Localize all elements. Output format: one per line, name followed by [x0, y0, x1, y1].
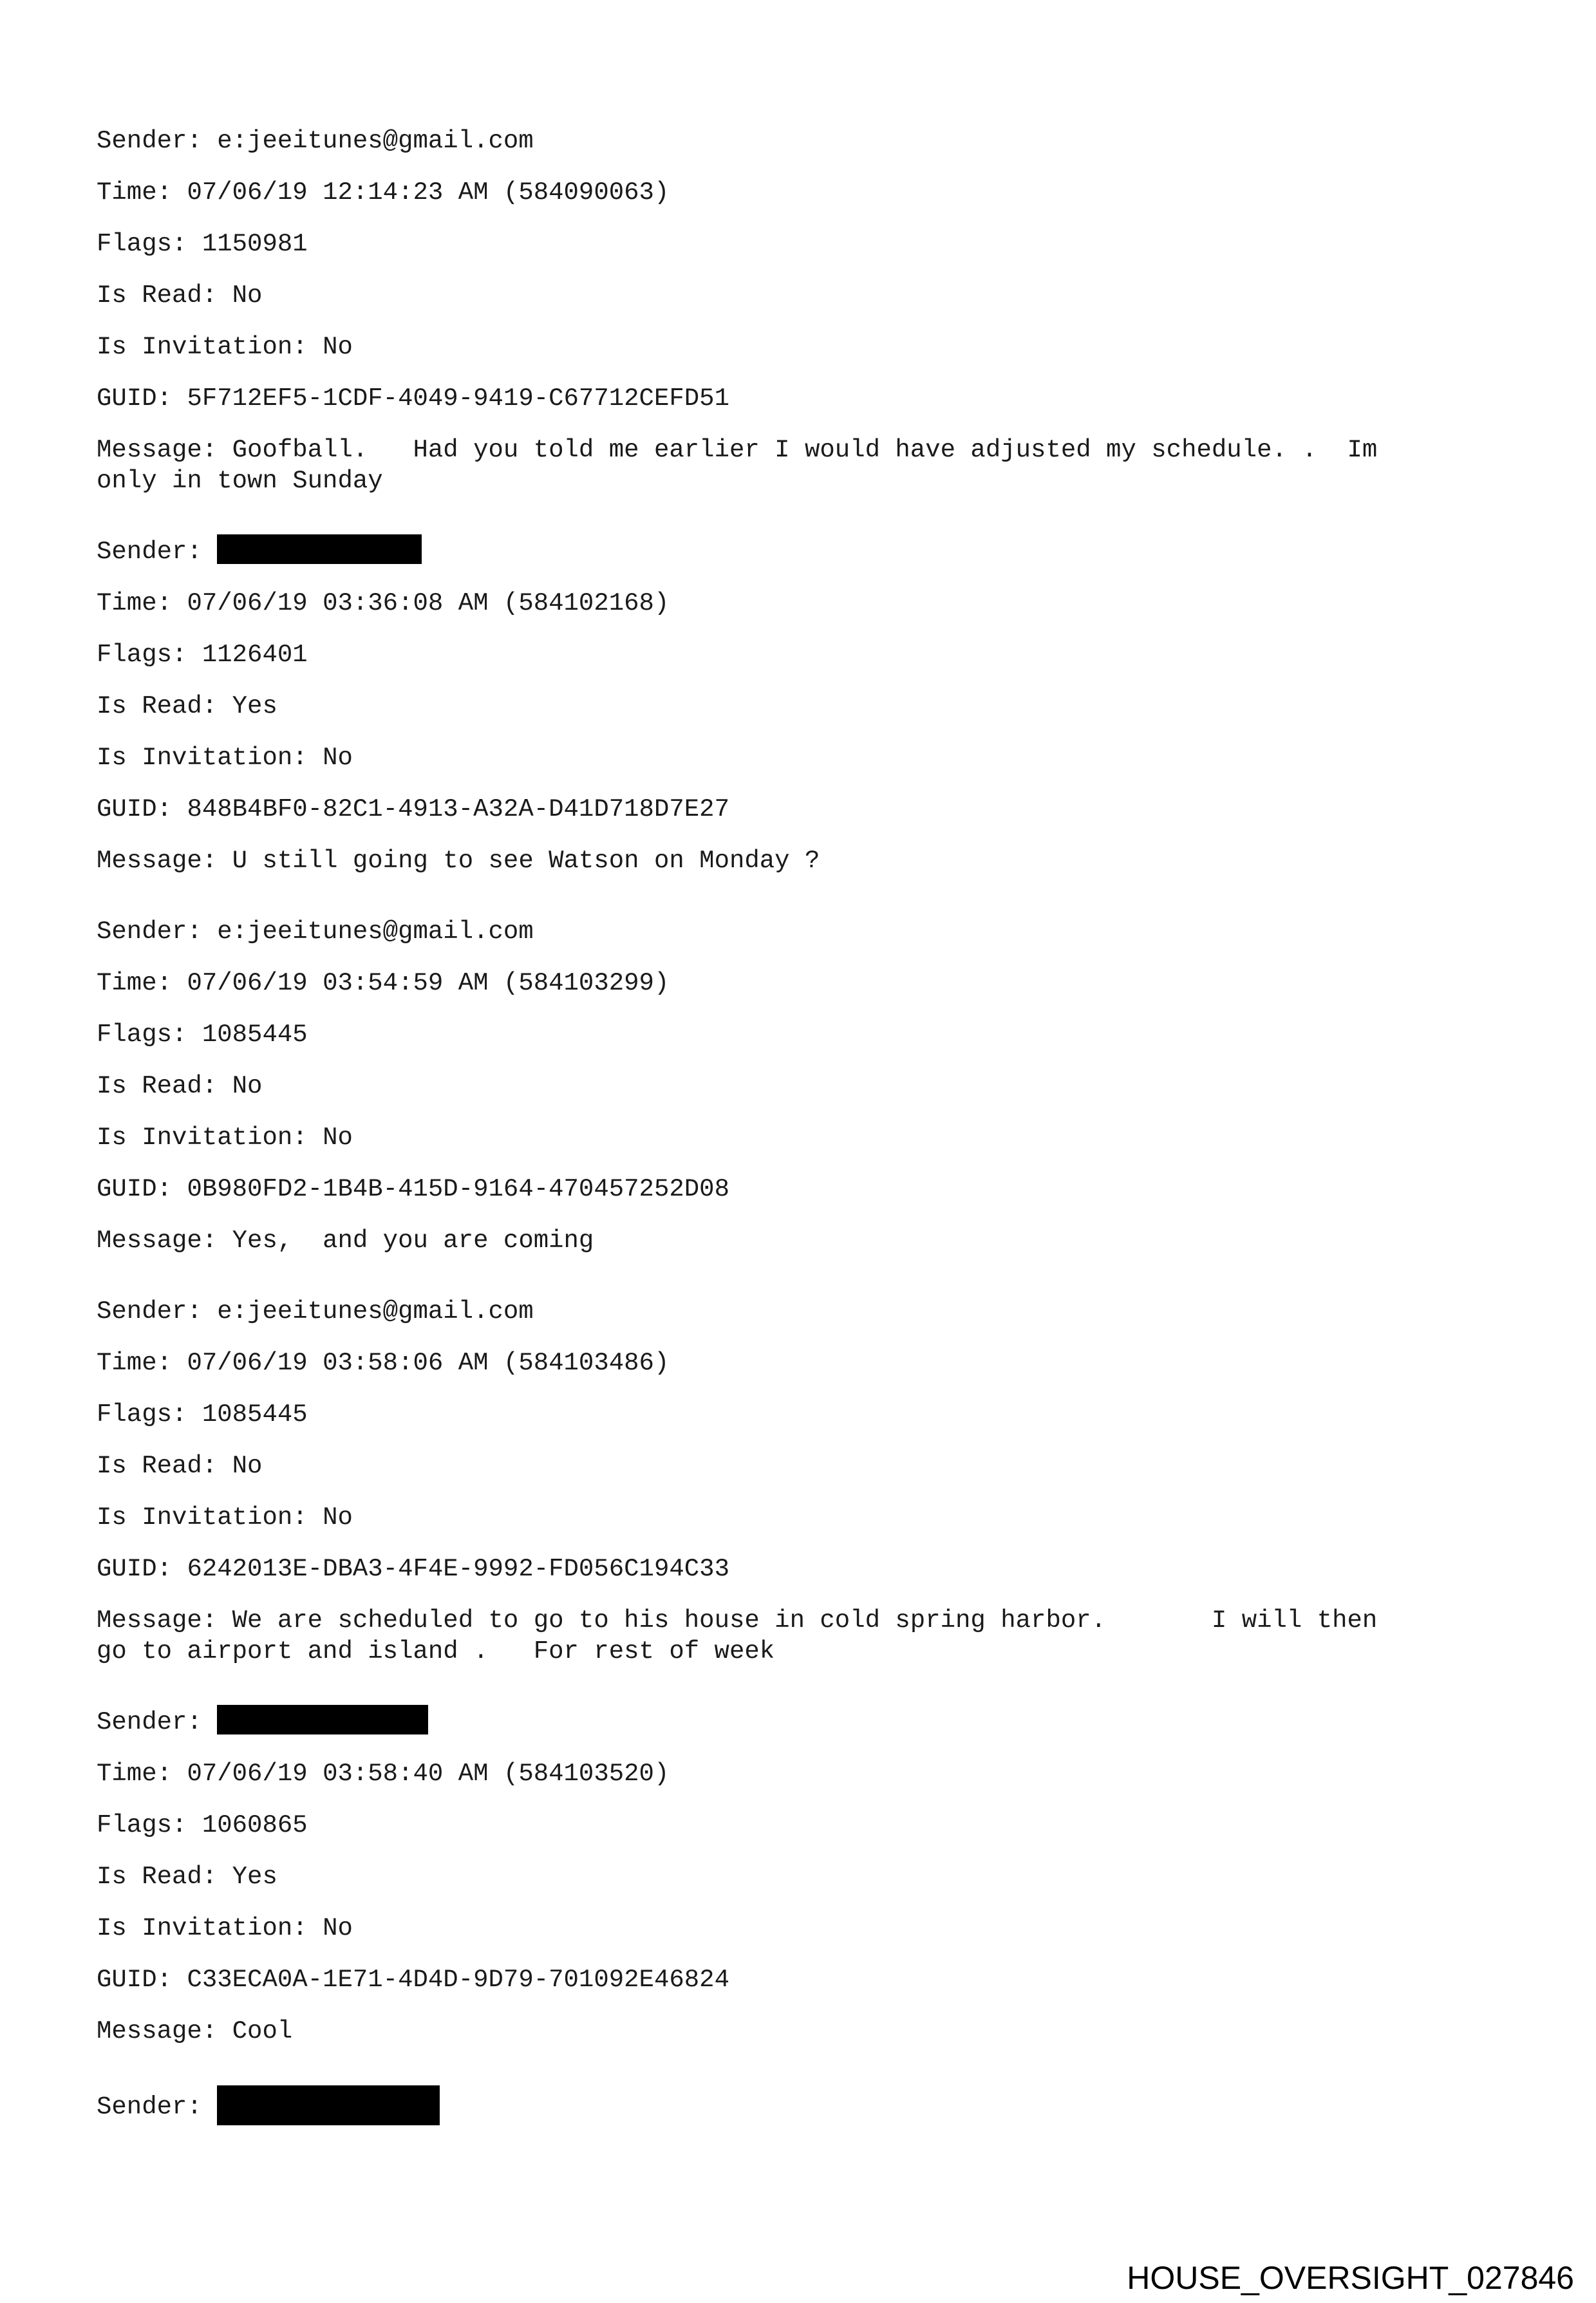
message-record — [97, 916, 1487, 1256]
flags-label: Flags: — [97, 641, 187, 669]
guid-line — [97, 1964, 1487, 1995]
flags-label: Flags: — [97, 1400, 187, 1429]
sender-value: e:jeeitunes@gmail.com — [217, 1297, 534, 1326]
message-line — [97, 1225, 1487, 1256]
flags-label: Flags: — [97, 230, 187, 258]
is-read-value: Yes — [232, 692, 277, 720]
flags-value: 1126401 — [202, 641, 308, 669]
is-invitation-label: Is Invitation: — [97, 1123, 308, 1152]
message-value: We are scheduled to go to his house in cold spring harbor. I will then go to airport and island . For rest of week — [97, 1606, 1378, 1666]
guid-line — [97, 1174, 1487, 1205]
is-invitation-label: Is Invitation: — [97, 1914, 308, 1942]
guid-value: 5F712EF5-1CDF-4049-9419-C67712CEFD51 — [187, 384, 729, 413]
sender-line — [97, 1707, 1487, 1738]
is-invitation-line — [97, 332, 1487, 362]
message-line — [97, 435, 1487, 496]
is-invitation-value: No — [323, 333, 353, 361]
guid-label: GUID: — [97, 1175, 173, 1203]
redaction-box — [217, 2085, 440, 2125]
guid-label: GUID: — [97, 1555, 173, 1583]
is-invitation-value: No — [323, 1123, 353, 1152]
is-read-label: Is Read: — [97, 1072, 218, 1100]
is-invitation-line — [97, 1502, 1487, 1533]
time-value: 07/06/19 12:14:23 AM (584090063) — [187, 178, 670, 207]
flags-line — [97, 229, 1487, 259]
is-invitation-value: No — [323, 1914, 353, 1942]
time-label: Time: — [97, 1760, 173, 1788]
time-line — [97, 588, 1487, 619]
flags-value: 1150981 — [202, 230, 308, 258]
message-label: Message: — [97, 847, 218, 875]
flags-line — [97, 639, 1487, 670]
flags-line — [97, 1810, 1487, 1841]
is-read-value: No — [232, 1452, 263, 1480]
is-invitation-line — [97, 1122, 1487, 1153]
guid-label: GUID: — [97, 1966, 173, 1994]
is-invitation-label: Is Invitation: — [97, 744, 308, 772]
time-value: 07/06/19 03:58:06 AM (584103486) — [187, 1349, 670, 1377]
guid-value: 848B4BF0-82C1-4913-A32A-D41D718D7E27 — [187, 795, 729, 823]
guid-line — [97, 1554, 1487, 1584]
flags-label: Flags: — [97, 1020, 187, 1049]
time-label: Time: — [97, 178, 173, 207]
guid-value: C33ECA0A-1E71-4D4D-9D79-701092E46824 — [187, 1966, 729, 1994]
sender-label: Sender: — [97, 1297, 202, 1326]
message-record — [97, 126, 1487, 496]
is-read-line — [97, 691, 1487, 722]
message-log — [97, 126, 1487, 2147]
is-read-line — [97, 280, 1487, 311]
guid-label: GUID: — [97, 795, 173, 823]
guid-line — [97, 383, 1487, 414]
is-invitation-line — [97, 1913, 1487, 1944]
bates-number: HOUSE_OVERSIGHT_027846 — [1127, 2260, 1574, 2296]
time-value: 07/06/19 03:54:59 AM (584103299) — [187, 969, 670, 997]
is-read-label: Is Read: — [97, 692, 218, 720]
is-read-line — [97, 1071, 1487, 1102]
sender-line — [97, 916, 1487, 947]
is-invitation-label: Is Invitation: — [97, 1503, 308, 1532]
guid-value: 0B980FD2-1B4B-415D-9164-470457252D08 — [187, 1175, 729, 1203]
redaction-box — [217, 1705, 428, 1734]
time-label: Time: — [97, 969, 173, 997]
sender-line — [97, 536, 1487, 567]
message-record — [97, 1707, 1487, 2047]
flags-line — [97, 1399, 1487, 1430]
time-label: Time: — [97, 589, 173, 617]
time-value: 07/06/19 03:36:08 AM (584102168) — [187, 589, 670, 617]
sender-line — [97, 2087, 1487, 2127]
message-record — [97, 1296, 1487, 1667]
guid-line — [97, 794, 1487, 825]
flags-line — [97, 1019, 1487, 1050]
sender-line — [97, 1296, 1487, 1327]
message-label: Message: — [97, 1227, 218, 1255]
time-line — [97, 177, 1487, 208]
is-read-label: Is Read: — [97, 1452, 218, 1480]
sender-label: Sender: — [97, 127, 202, 155]
sender-label: Sender: — [97, 1708, 202, 1736]
sender-label: Sender: — [97, 917, 202, 946]
message-label: Message: — [97, 2017, 218, 2045]
is-invitation-value: No — [323, 744, 353, 772]
is-read-value: No — [232, 281, 263, 310]
is-read-label: Is Read: — [97, 281, 218, 310]
is-read-value: Yes — [232, 1863, 277, 1891]
message-value: Yes, and you are coming — [232, 1227, 594, 1255]
message-label: Message: — [97, 1606, 218, 1635]
time-value: 07/06/19 03:58:40 AM (584103520) — [187, 1760, 670, 1788]
message-line — [97, 845, 1487, 876]
time-line — [97, 968, 1487, 999]
guid-label: GUID: — [97, 384, 173, 413]
flags-value: 1060865 — [202, 1811, 308, 1839]
guid-value: 6242013E-DBA3-4F4E-9992-FD056C194C33 — [187, 1555, 729, 1583]
message-line — [97, 2016, 1487, 2047]
is-read-line — [97, 1451, 1487, 1481]
is-invitation-line — [97, 742, 1487, 773]
message-line — [97, 1605, 1487, 1667]
sender-value: e:jeeitunes@gmail.com — [217, 917, 534, 946]
flags-value: 1085445 — [202, 1020, 308, 1049]
is-invitation-label: Is Invitation: — [97, 333, 308, 361]
is-read-line — [97, 1861, 1487, 1892]
sender-line — [97, 126, 1487, 156]
time-line — [97, 1758, 1487, 1789]
sender-label: Sender: — [97, 538, 202, 566]
message-value: Cool — [232, 2017, 293, 2045]
time-label: Time: — [97, 1349, 173, 1377]
message-value: U still going to see Watson on Monday ? — [232, 847, 820, 875]
is-invitation-value: No — [323, 1503, 353, 1532]
redaction-box — [217, 534, 422, 564]
message-record — [97, 536, 1487, 876]
flags-label: Flags: — [97, 1811, 187, 1839]
sender-label: Sender: — [97, 2092, 202, 2121]
sender-value: e:jeeitunes@gmail.com — [217, 127, 534, 155]
is-read-label: Is Read: — [97, 1863, 218, 1891]
message-label: Message: — [97, 436, 218, 464]
message-record — [97, 2087, 1487, 2127]
message-value: Goofball. Had you told me earlier I would have adjusted my schedule. . Im only in town Sunday — [97, 436, 1378, 495]
is-read-value: No — [232, 1072, 263, 1100]
flags-value: 1085445 — [202, 1400, 308, 1429]
time-line — [97, 1348, 1487, 1378]
